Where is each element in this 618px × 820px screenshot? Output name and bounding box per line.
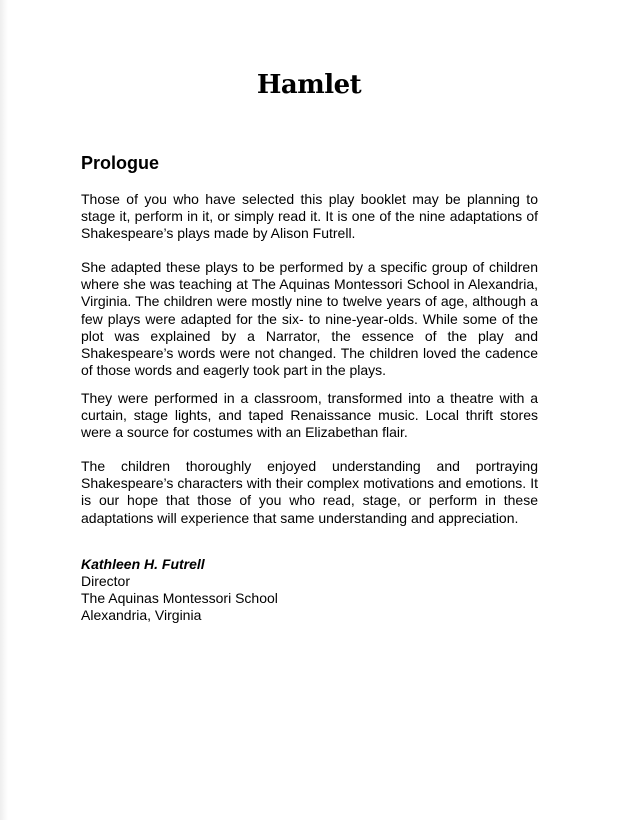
section-heading: Prologue [81,153,160,173]
page-edge-shadow [0,0,8,820]
paragraph-3: They were performed in a classroom, transformed into a theatre with a curtain, stage lights, and taped Renaissance music. Local thrift stores were a source for costumes with an Elizabethan flair. [81,390,538,441]
paragraph-4: The children thoroughly enjoyed understanding and portraying Shakespeare’s characters with their complex motivations and emotions. It is our hope that those of you who read, stage, or perform in these adaptations will experience that same understanding and appreciation. [81,458,538,526]
signature-role: Director [81,573,131,589]
signature-name: Kathleen H. Futrell [81,556,205,572]
paragraph-2: She adapted these plays to be performed by a specific group of children where she was teaching at The Aquinas Montessori School in Alexandria, Virginia. The children were mostly nine to twelve years of age, although a few plays were adapted for the six- to nine-year-olds. While some of the plot was explained by a Narrator, the essence of the play and Shakespeare’s words were not changed. The children loved the cadence of those words and eagerly took part in the plays. [81,259,538,379]
signature-block [81,556,278,624]
paragraph-1: Those of you who have selected this play booklet may be planning to stage it, perform in it, or simply read it. It is one of the nine adaptations of Shakespeare’s plays made by Alison Futrell. [81,191,538,242]
signature-location: Alexandria, Virginia [81,607,202,623]
document-title: Hamlet [256,70,362,100]
signature-organization: The Aquinas Montessori School [81,590,278,606]
